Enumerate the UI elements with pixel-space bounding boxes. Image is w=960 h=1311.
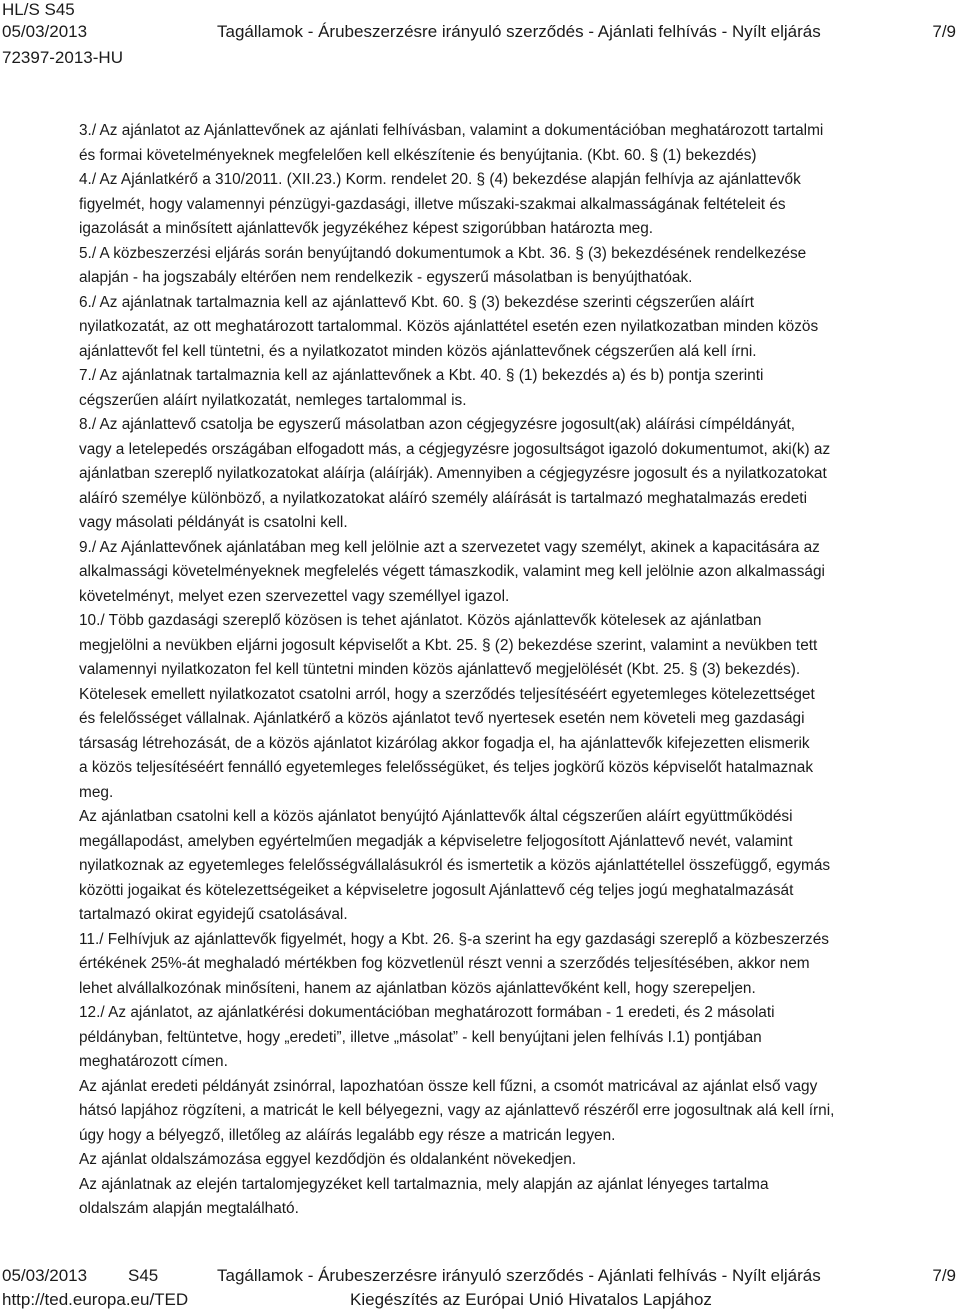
body-line: valamennyi nyilatkozaton fel kell tüntetni minden közös ajánlattevő megjelölését (Kbt. 25. § (3) bekezdés). [79,661,801,678]
document-body [79,119,951,1222]
body-line: tartalmazó okirat egyidejű csatolásával. [79,906,348,923]
body-line: megjelölni a nevükben eljárni jogosult képviselőt a Kbt. 25. § (2) bekezdése szerint, valamint a nevükben tett [79,636,818,654]
body-line: 12./ Az ajánlatot, az ajánlatkérési dokumentációban meghatározott formában - 1 eredeti, és 2 másolati [79,1004,775,1021]
footer-url[interactable]: http://ted.europa.eu/TED [2,1290,189,1309]
body-line: aláíró személye különböző, a nyilatkozatokat aláíró személy aláírását is tartalmazó meghatalmazás eredeti [79,489,807,507]
body-line: vagy másolati példányát is csatolni kell. [79,514,348,531]
body-line: 5./ A közbeszerzési eljárás során benyújtandó dokumentumok a Kbt. 36. § (3) bekezdésének rendelkezése [79,244,807,262]
body-line: igazolását a minősített ajánlattevők jegyzékéhez képest szigorúbban határozta meg. [79,220,654,237]
body-line: és formai követelményeknek megfelelően kell elkészítenie és benyújtania. (Kbt. 60. § (1) bekezdés) [79,146,757,164]
body-line: figyelmét, hogy valamennyi pénzügyi-gazdasági, illetve műszaki-szakmai alkalmasságának feltételeit és [79,195,786,213]
body-line: követelményt, melyet ezen szervezettel vagy személlyel igazol. [79,587,510,605]
body-line: ajánlatban szereplő nyilatkozatokat aláírja (aláírják). Amennyiben a cégjegyzésre jogosult és a nyilatkozatokat [79,465,827,482]
body-line: Az ajánlat oldalszámozása eggyel kezdődjön és oldalanként növekedjen. [79,1151,577,1168]
body-line: cégszerűen aláírt nyilatkozatát, nemleges tartalommal is. [79,391,467,409]
body-line: 10./ Több gazdasági szereplő közösen is tehet ajánlatot. Közös ajánlattevők kötelesek az ajánlatban [79,612,762,629]
footer-series: S45 [128,1266,159,1285]
body-line: a közös teljesítéséért fennálló egyetemleges felelősségüket, és teljes jogkörű közös képviselőt hatalmaznak [79,759,814,776]
body-line: Az ajánlat eredeti példányát zsinórral, lapozhatóan össze kell fűzni, a csomót matricával az ajánlat első vagy [79,1077,818,1095]
body-line: úgy hogy a bélyegző, illetőleg az aláírás legalább egy része a matricán legyen. [79,1126,616,1144]
body-line: meg. [79,783,114,801]
doc-code: HL/S S45 [2,0,75,19]
body-line: meghatározott címen. [79,1053,228,1070]
notice-id: 72397-2013-HU [2,48,123,67]
body-line: 8./ Az ajánlattevő csatolja be egyszerű másolatban azon cégjegyzésre jogosult(ak) aláírási címpéldányát, [79,416,796,433]
footer-date: 05/03/2013 [2,1266,88,1285]
footer-title: Tagállamok - Árubeszerzésre irányuló szerződés - Ajánlati felhívás - Nyílt eljárás [217,1266,821,1285]
page-header [0,0,960,76]
body-line: 7./ Az ajánlatnak tartalmaznia kell az ajánlattevőnek a Kbt. 40. § (1) bekezdés a) és b) pontja szerinti [79,367,764,384]
body-line: oldalszám alapján megtalálható. [79,1200,299,1217]
body-line: és felelősséget vállalnak. Ajánlatkérő a közös ajánlatot tevő nyertesek esetén nem követeli meg gazdasági [79,710,805,727]
body-line: 6./ Az ajánlatnak tartalmaznia kell az ajánlattevő Kbt. 60. § (3) bekezdése szerinti cégszerűen aláírt [79,293,754,311]
footer-publication: Kiegészítés az Európai Unió Hivatalos Lapjához [350,1290,712,1309]
body-line: társaság létrehozását, de a közös ajánlatot kizárólag akkor fogadja el, ha ajánlattevők kifejezetten elismerik [79,734,810,752]
body-line: nyilatkozatát, az ott meghatározott tartalommal. Közös ajánlattétel esetén ezen nyilatkozatban minden közös [79,318,819,335]
page-footer [0,1262,960,1311]
body-line: példányban, feltüntetve, hogy „eredeti”, illetve „másolat” - kell benyújtani jelen felhívás I.1) pontjában [79,1028,762,1046]
body-line: alkalmassági követelményeknek megfelelés végett támaszkodik, valamint meg kell jelölnie azon alkalmassági [79,563,825,580]
body-line: Kötelesek emellett nyilatkozatot csatolni arról, hogy a szerződés teljesítéséért egyetemleges kötelezettséget [79,685,815,703]
body-line: ajánlattevőt fel kell tüntetni, és a nyilatkozatot minden közös ajánlattevőnek cégszerűen alá kell írni. [79,342,757,360]
body-line: nyilatkoznak az egyetemleges felelősségvállalásukról és ismertetik a közös ajánlattétellel összefüggő, egymás [79,857,831,874]
body-line: alapján - ha jogszabály eltérően nem rendelkezik - egyszerű másolatban is benyújthatóak. [79,269,693,286]
body-line: 3./ Az ajánlatot az Ajánlattevőnek az ajánlati felhívásban, valamint a dokumentációban meghatározott tartalmi [79,122,824,139]
body-line: 11./ Felhívjuk az ajánlattevők figyelmét, hogy a Kbt. 26. §-a szerint ha egy gazdasági szereplő a közbeszerzés [79,930,829,948]
body-line: lehet alvállalkozónak minősíteni, hanem az ajánlatban közös ajánlattevőként kell, hogy szerepeljen. [79,979,756,997]
body-line: hátsó lapjához rögzíteni, a matricát le kell bélyegezni, vagy az ajánlattevő részéről erre jogosultnak alá kell írni, [79,1102,835,1119]
header-date: 05/03/2013 [2,22,88,41]
body-line: 4./ Az Ajánlatkérő a 310/2011. (XII.23.) Korm. rendelet 20. § (4) bekezdése alapján felhívja az ajánlattevők [79,171,801,188]
footer-page-number: 7/9 [932,1266,956,1285]
header-title: Tagállamok - Árubeszerzésre irányuló szerződés - Ajánlati felhívás - Nyílt eljárás [217,22,821,41]
body-line: Az ajánlatban csatolni kell a közös ajánlatot benyújtó Ajánlattevők által cégszerűen aláírt együttműködési [79,808,793,825]
body-line: Az ajánlatnak az elején tartalomjegyzéket kell tartalmaznia, mely alapján az ajánlat lényeges tartalma [79,1175,769,1193]
body-line: vagy a letelepedés országában elfogadott más, a cégjegyzésre jogosultságot igazoló dokumentumot, aki(k) az [79,440,831,458]
header-page-number: 7/9 [932,22,956,41]
body-line: értékének 25%-át meghaladó mértékben fog közvetlenül részt venni a szerződés teljesítésében, akkor nem [79,955,810,972]
body-line: 9./ Az Ajánlattevőnek ajánlatában meg kell jelölnie azt a szervezetet vagy személyt, akinek a kapacitására az [79,538,820,556]
body-line: megállapodást, amelyben egyértelműen megadják a képviseletre feljogosított Ajánlattevő nevét, valamint [79,832,793,850]
body-line: közötti jogaikat és kötelezettségeiket a képviseletre jogosult Ajánlattevő cég teljes jogú meghatalmazását [79,881,794,899]
